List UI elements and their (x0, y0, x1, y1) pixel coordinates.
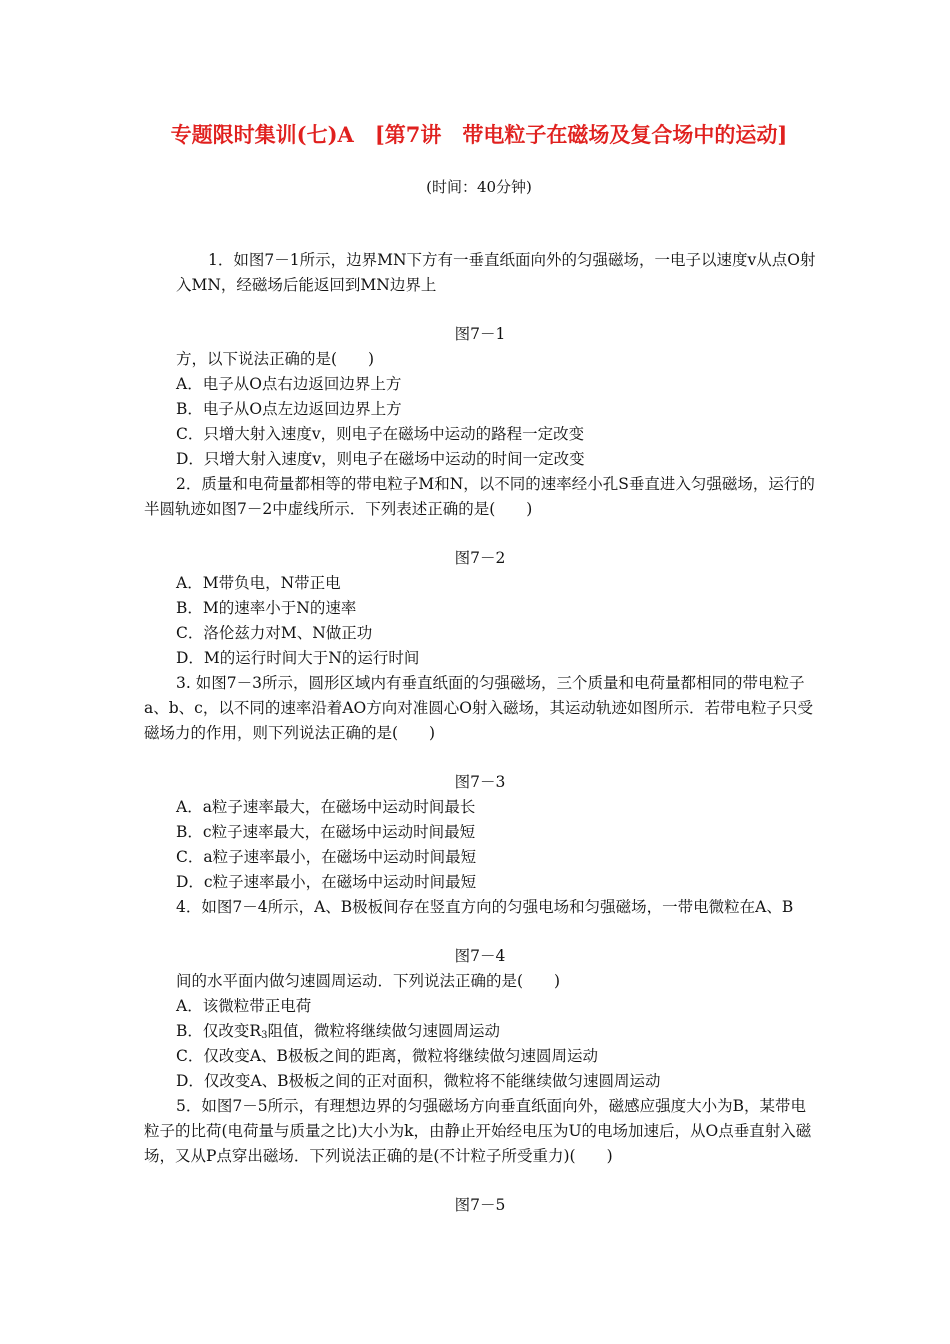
q2-stem: 2．质量和电荷量都相等的带电粒子M和N，以不同的速率经小孔S垂直进入匀强磁场，运行的半圆轨迹如图7－2中虚线所示．下列表述正确的是( ) (144, 475, 815, 518)
q4-option-b-prefix: B．仅改变R (176, 1022, 262, 1040)
q2-option-b: B．M的速率小于N的速率 (176, 599, 357, 617)
q3-option-c: C．a粒子速率最小，在磁场中运动时间最短 (176, 848, 477, 866)
q3-figure-caption: 图7－3 (454, 773, 506, 791)
q4-figure-caption: 图7－4 (454, 947, 506, 965)
page-title: 专题限时集训(七)A [第7讲 带电粒子在磁场及复合场中的运动] (170, 122, 788, 147)
q4-option-a: A．该微粒带正电荷 (176, 997, 312, 1015)
q4-option-b (176, 1019, 816, 1044)
q1-figure-caption: 图7－1 (454, 325, 506, 343)
q4-stem: 4．如图7－4所示，A、B极板间存在竖直方向的匀强电场和匀强磁场，一带电微粒在A、B (176, 898, 794, 916)
q1-option-c: C．只增大射入速度v，则电子在磁场中运动的路程一定改变 (176, 425, 585, 443)
q1-option-d: D．只增大射入速度v，则电子在磁场中运动的时间一定改变 (176, 450, 585, 468)
question-list (144, 248, 816, 1218)
q4-option-c: C．仅改变A、B极板之间的距离，微粒将继续做匀速圆周运动 (176, 1047, 598, 1065)
q3-option-b: B．c粒子速率最大，在磁场中运动时间最短 (176, 823, 476, 841)
time-limit: (时间：40分钟) (426, 178, 532, 196)
q4-option-b-rest: 阻值，微粒将继续做匀速圆周运动 (267, 1022, 500, 1040)
q4-stem-cont: 间的水平面内做匀速圆周运动．下列说法正确的是( ) (176, 972, 561, 990)
q1-option-b: B．电子从O点左边返回边界上方 (176, 400, 402, 418)
q3-option-d: D．c粒子速率最小，在磁场中运动时间最短 (176, 873, 477, 891)
q2-figure-caption: 图7－2 (454, 549, 506, 567)
q2-option-a: A．M带负电，N带正电 (176, 574, 341, 592)
q4-option-b-subscript: 3 (261, 1030, 268, 1041)
q3-stem: 3. 如图7－3所示，圆形区域内有垂直纸面的匀强磁场，三个质量和电荷量都相同的带电粒子a、b、c，以不同的速率沿着AO方向对准圆心O射入磁场，其运动轨迹如图所示．若带电粒子只受磁场力的作用，则下列说法正确的是( ) (144, 674, 813, 742)
q1-option-a: A．电子从O点右边返回边界上方 (176, 375, 402, 393)
q1-stem-cont: 方，以下说法正确的是( ) (176, 350, 375, 368)
q5-figure-caption: 图7－5 (454, 1196, 506, 1214)
q1-stem: 1．如图7－1所示，边界MN下方有一垂直纸面向外的匀强磁场，一电子以速度v从点O射入MN，经磁场后能返回到MN边界上 (176, 251, 816, 294)
q4-option-d: D．仅改变A、B极板之间的正对面积，微粒将不能继续做匀速圆周运动 (176, 1072, 661, 1090)
q2-option-c: C．洛伦兹力对M、N做正功 (176, 624, 373, 642)
q3-option-a: A．a粒子速率最大，在磁场中运动时间最长 (176, 798, 476, 816)
q5-stem: 5．如图7－5所示，有理想边界的匀强磁场方向垂直纸面向外，磁感应强度大小为B，某带电粒子的比荷(电荷量与质量之比)大小为k，由静止开始经电压为U的电场加速后，从O点垂直射入磁场，又从P点穿出磁场．下列说法正确的是(不计粒子所受重力)( ) (144, 1097, 812, 1165)
q2-option-d: D．M的运行时间大于N的运行时间 (176, 649, 420, 667)
